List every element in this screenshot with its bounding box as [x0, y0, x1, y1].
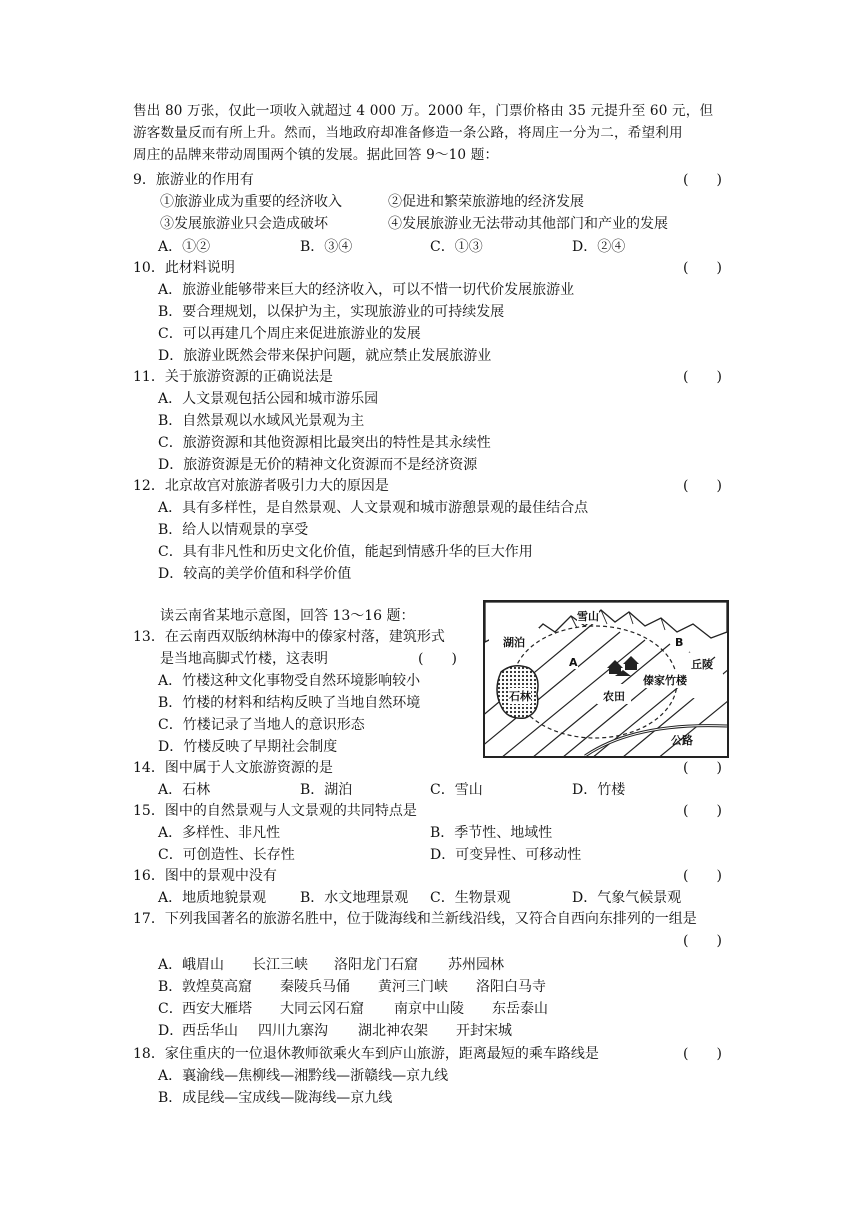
q11-option-a: A．人文景观包括公园和城市游乐园 [158, 391, 379, 407]
label-point-a: A [569, 656, 578, 669]
label-point-b: B [675, 636, 684, 649]
q9-item-1: ①旅游业成为重要的经济收入 [160, 194, 342, 210]
q9-option-b: B．③④ [300, 239, 353, 255]
q17-option-b-item-1: 敦煌莫高窟 [182, 979, 252, 995]
q16-option-d: D．气象气候景观 [572, 890, 682, 906]
intro-line-3: 周庄的品牌来带动周围两个镇的发展。据此回答 9～10 题： [133, 147, 499, 163]
q17-option-d-item-2: 四川九寨沟 [258, 1023, 328, 1039]
q9-stem: 9．旅游业的作用有 [133, 172, 254, 188]
q17-option-d-item-1: 西岳华山 [182, 1023, 238, 1039]
q17-option-c-item-3: 南京中山陵 [394, 1001, 464, 1017]
q17-option-d-item-4: 开封宋城 [456, 1023, 512, 1039]
q13-option-c: C．竹楼记录了当地人的意识形态 [158, 717, 365, 733]
q17-option-c-item-1: 西安大雁塔 [182, 1001, 252, 1017]
q11-stem: 11．关于旅游资源的正确说法是 [133, 369, 333, 385]
q14-option-b: B．湖泊 [300, 782, 353, 798]
q13-stem-line-1: 13．在云南西双版纳林海中的傣家村落，建筑形式 [133, 629, 445, 645]
q17-option-c-letter: C． [158, 1001, 183, 1017]
q13-option-a: A．竹楼这种文化事物受自然环境影响较小 [158, 673, 421, 689]
q10-stem: 10．此材料说明 [133, 260, 235, 276]
q14-option-c: C．雪山 [430, 782, 483, 798]
q17-option-a-item-3: 洛阳龙门石窟 [334, 957, 418, 973]
q15-answer-blank: ( ) [683, 803, 722, 819]
q10-option-d: D．旅游业既然会带来保护问题，就应禁止发展旅游业 [158, 348, 492, 364]
q14-option-a: A．石林 [158, 782, 211, 798]
q13-option-b: B．竹楼的材料和结构反映了当地自然环境 [158, 695, 421, 711]
label-stone-forest: 石林 [509, 690, 531, 703]
q12-stem: 12．北京故宫对旅游者吸引力大的原因是 [133, 478, 389, 494]
q14-answer-blank: ( ) [683, 760, 722, 776]
q17-option-a-item-4: 苏州园林 [448, 957, 504, 973]
q13-option-d: D．竹楼反映了早期社会制度 [158, 739, 338, 755]
q9-option-c: C．①③ [430, 239, 483, 255]
q16-option-a: A．地质地貌景观 [158, 890, 267, 906]
q11-option-b: B．自然景观以水域风光景观为主 [158, 413, 365, 429]
label-hill: 丘陵 [691, 658, 713, 671]
q14-option-d: D．竹楼 [572, 782, 626, 798]
q16-option-c: C．生物景观 [430, 890, 511, 906]
label-snow-mountain: 雪山 [577, 610, 599, 623]
q9-item-4: ④发展旅游业无法带动其他部门和产业的发展 [388, 216, 668, 232]
q18-option-a: A．襄渝线—焦柳线—湘黔线—浙赣线—京九线 [158, 1068, 449, 1084]
q12-answer-blank: ( ) [683, 478, 722, 494]
label-lake: 湖泊 [503, 636, 525, 649]
q10-option-a: A．旅游业能够带来巨大的经济收入，可以不惜一切代价发展旅游业 [158, 282, 575, 298]
q15-option-a: A．多样性、非凡性 [158, 825, 281, 841]
q16-stem: 16．图中的景观中没有 [133, 868, 277, 884]
q10-option-b: B．要合理规划，以保护为主，实现旅游业的可持续发展 [158, 304, 505, 320]
q17-option-a-item-2: 长江三峡 [252, 957, 308, 973]
map-intro: 读云南省某地示意图，回答 13～16 题： [160, 608, 415, 624]
q16-answer-blank: ( ) [683, 868, 722, 884]
label-road: 公路 [671, 734, 693, 747]
q10-option-c: C．可以再建几个周庄来促进旅游业的发展 [158, 326, 421, 342]
q17-answer-blank: ( ) [683, 933, 722, 949]
q17-option-a-item-1: 峨眉山 [182, 957, 224, 973]
intro-line-2: 游客数量反而有所上升。然而，当地政府却准备修造一条公路，将周庄一分为二，希望利用 [133, 125, 683, 141]
q12-option-d: D．较高的美学价值和科学价值 [158, 566, 352, 582]
q18-stem: 18．家住重庆的一位退休教师欲乘火车到庐山旅游，距离最短的乘车路线是 [133, 1046, 599, 1062]
q14-stem: 14．图中属于人文旅游资源的是 [133, 760, 333, 776]
q9-item-2: ②促进和繁荣旅游地的经济发展 [388, 194, 584, 210]
q12-option-b: B．给人以情观景的享受 [158, 522, 309, 538]
q17-option-d-letter: D． [158, 1023, 184, 1039]
q17-option-b-letter: B． [158, 979, 183, 995]
q18-answer-blank: ( ) [683, 1046, 722, 1062]
q18-option-b: B．成昆线—宝成线—陇海线—京九线 [158, 1090, 393, 1106]
intro-line-1: 售出 80 万张，仅此一项收入就超过 4 000 万。2000 年，门票价格由 35 元提升至 60 元，但 [133, 103, 714, 119]
q16-option-b: B．水文地理景观 [300, 890, 409, 906]
q9-option-d: D．②④ [572, 239, 626, 255]
q12-option-a: A．具有多样性，是自然景观、人文景观和城市游憩景观的最佳结合点 [158, 500, 589, 516]
q17-stem: 17．下列我国著名的旅游名胜中，位于陇海线和兰新线沿线，又符合自西向东排列的一组是 [133, 911, 697, 927]
q17-option-b-item-3: 黄河三门峡 [378, 979, 448, 995]
q17-option-b-item-2: 秦陵兵马俑 [280, 979, 350, 995]
label-bamboo-house: 傣家竹楼 [643, 674, 687, 687]
yunnan-map-figure [483, 600, 729, 758]
q17-option-b-item-4: 洛阳白马寺 [476, 979, 546, 995]
q11-option-c: C．旅游资源和其他资源相比最突出的特性是其永续性 [158, 435, 491, 451]
q17-option-d-item-3: 湖北神农架 [358, 1023, 428, 1039]
label-farmland: 农田 [603, 690, 625, 703]
q15-stem: 15．图中的自然景观与人文景观的共同特点是 [133, 803, 417, 819]
q12-option-c: C．具有非凡性和历史文化价值，能起到情感升华的巨大作用 [158, 544, 533, 560]
q11-option-d: D．旅游资源是无价的精神文化资源而不是经济资源 [158, 457, 478, 473]
q17-option-c-item-2: 大同云冈石窟 [280, 1001, 364, 1017]
q15-option-c: C．可创造性、长存性 [158, 847, 295, 863]
q13-stem-line-2: 是当地高脚式竹楼，这表明 [160, 651, 328, 667]
q9-option-a: A．①② [158, 239, 211, 255]
q17-option-a-letter: A． [158, 957, 183, 973]
q9-item-3: ③发展旅游业只会造成破坏 [160, 216, 328, 232]
q13-answer-blank: ( ) [418, 651, 457, 667]
q9-answer-blank: ( ) [683, 172, 722, 188]
q17-option-c-item-4: 东岳泰山 [492, 1001, 548, 1017]
q15-option-d: D．可变异性、可移动性 [430, 847, 582, 863]
road-line [585, 726, 727, 756]
q11-answer-blank: ( ) [683, 369, 722, 385]
q10-answer-blank: ( ) [683, 260, 722, 276]
q15-option-b: B．季节性、地域性 [430, 825, 553, 841]
